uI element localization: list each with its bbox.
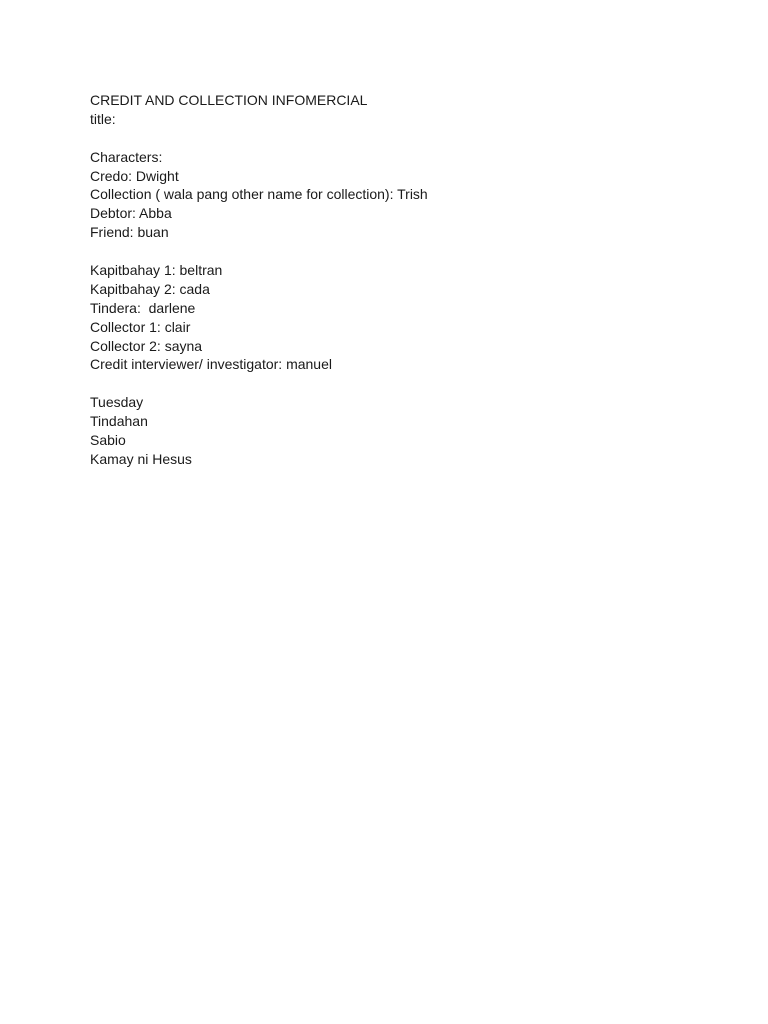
supporting-character-line: Tindera: darlene — [90, 299, 196, 316]
character-line: Collection ( wala pang other name for collection): Trish — [90, 186, 428, 203]
character-line: Friend: buan — [90, 224, 169, 241]
character-line: Credo: Dwight — [90, 167, 179, 184]
supporting-character-line: Collector 2: sayna — [90, 337, 203, 354]
supporting-character-line: Kapitbahay 2: cada — [90, 280, 210, 297]
blank-line — [90, 129, 710, 148]
characters-label: Characters: — [90, 148, 163, 165]
document-heading: CREDIT AND COLLECTION INFOMERCIAL — [90, 92, 368, 108]
note-line: Sabio — [90, 432, 126, 449]
blank-line — [90, 374, 710, 393]
document-body — [90, 91, 710, 469]
note-line: Tindahan — [90, 413, 148, 430]
character-line: Debtor: Abba — [90, 205, 172, 222]
supporting-character-line: Credit interviewer/ investigator: manuel — [90, 356, 332, 373]
note-line: Tuesday — [90, 394, 144, 411]
supporting-character-line: Kapitbahay 1: beltran — [90, 262, 223, 279]
supporting-character-line: Collector 1: clair — [90, 318, 191, 335]
blank-line — [90, 242, 710, 261]
title-label: title: — [90, 110, 116, 127]
note-line: Kamay ni Hesus — [90, 450, 192, 467]
